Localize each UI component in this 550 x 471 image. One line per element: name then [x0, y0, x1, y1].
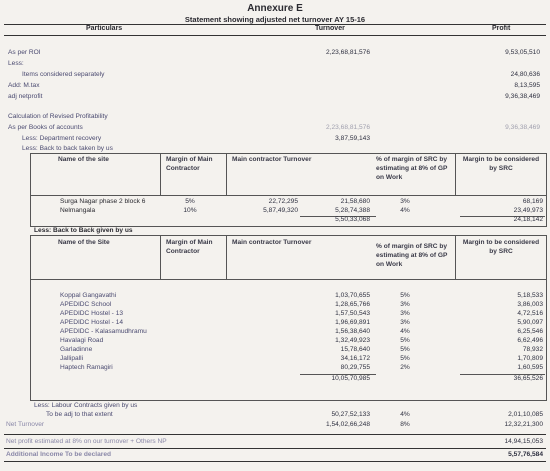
- table-row-site: Jallipalli: [60, 355, 84, 362]
- table-row-considered: 1,70,809: [517, 355, 543, 362]
- table-row-src: 5%: [400, 337, 410, 344]
- table-row-site: Haptech Ramagiri: [60, 364, 113, 371]
- table-row-considered: 5,90,097: [517, 319, 543, 326]
- table-row-amount: 21,58,680: [340, 198, 370, 205]
- table-row-src: 4%: [400, 207, 410, 214]
- table-row-site: Nelmangala: [60, 207, 96, 214]
- labour-src: 4%: [400, 411, 410, 418]
- table-row-site: Garladinne: [60, 346, 93, 353]
- header-bottom-rule: [4, 35, 546, 36]
- table-row-considered: 78,932: [522, 346, 543, 353]
- books-turnover: 2,23,68,81,576: [326, 124, 370, 131]
- row-profit: 9,36,38,469: [505, 93, 540, 100]
- table2-header-rule: [30, 279, 546, 280]
- table2-total-considered: 36,65,526: [513, 375, 543, 382]
- table-row-site: APEDIDC - Kalasamudhramu: [60, 328, 147, 335]
- net-src: 8%: [400, 421, 410, 428]
- table-row-amount: 34,16,172: [340, 355, 370, 362]
- table-row-site: Surga Nagar phase 2 block 6: [60, 198, 146, 205]
- books-label: As per Books of accounts: [8, 124, 83, 131]
- table-row-amount: 1,57,50,543: [335, 310, 370, 317]
- header-turnover: Turnover: [315, 25, 345, 32]
- row-label: As per ROI: [8, 49, 41, 56]
- table-row-src: 5%: [400, 355, 410, 362]
- summary-rule: [4, 461, 546, 462]
- table-row-site: APEDIDC Hostel - 13: [60, 310, 124, 317]
- table-row-considered: 6,62,496: [517, 337, 543, 344]
- table-row-amount: 1,96,69,891: [335, 319, 370, 326]
- row-label: adj netprofit: [8, 93, 43, 100]
- table2-divider: [160, 235, 161, 279]
- summary-rule: [4, 434, 546, 435]
- table-row-amount: 15,78,640: [340, 346, 370, 353]
- row-turnover: 2,23,68,81,576: [326, 49, 370, 56]
- table2-total-amount: 10,05,70,985: [331, 375, 370, 382]
- table-row-src: 5%: [400, 292, 410, 299]
- table2-col-site: Name of the Site: [58, 239, 110, 246]
- dept-label: Less: Department recovery: [22, 135, 102, 142]
- table1-divider: [226, 153, 227, 195]
- table-row-considered: 23,49,973: [513, 207, 543, 214]
- labour-sub: To be adj to that extent: [46, 411, 113, 418]
- additional-income-value: 5,57,76,584: [508, 451, 543, 458]
- table-row-considered: 6,25,546: [517, 328, 543, 335]
- table1-col-src: % of margin of SRC by estimating at 8% of GP on Work: [376, 156, 448, 181]
- table-row-margin: 5%: [185, 198, 195, 205]
- header-top-rule: [4, 24, 546, 25]
- table-row-margin: 10%: [183, 207, 197, 214]
- labour-label: Less: Labour Contracts given by us: [34, 402, 138, 409]
- table1-total-amount: 5,50,33,068: [335, 216, 370, 223]
- net-considered: 12,32,21,300: [504, 421, 543, 428]
- net-turnover-value: 1,54,02,66,248: [326, 421, 370, 428]
- table2-col-considered: Margin to be considered by SRC: [462, 239, 540, 255]
- table-row-amount: 5,28,74,388: [335, 207, 370, 214]
- table-row-turnover: 5,87,49,320: [263, 207, 298, 214]
- row-label: Add: M.tax: [8, 82, 40, 89]
- row-profit: 24,80,636: [510, 71, 540, 78]
- table1-col-considered: Margin to be considered by SRC: [462, 156, 540, 172]
- table1-col-margin: Margin of Main Contractor: [166, 156, 213, 172]
- table-row-src: 2%: [400, 364, 410, 371]
- table-row-amount: 1,03,70,655: [335, 292, 370, 299]
- dept-turnover: 3,87,59,143: [335, 135, 370, 142]
- row-label: Items considered separately: [22, 71, 105, 78]
- row-profit: 9,53,05,510: [505, 49, 540, 56]
- page-title: Annexure E: [247, 3, 303, 14]
- table2-divider: [226, 235, 227, 279]
- table-row-src: 3%: [400, 198, 410, 205]
- header-particulars: Particulars: [86, 25, 123, 32]
- table1-total-considered: 24,18,142: [513, 216, 543, 223]
- books-profit: 9,36,38,469: [505, 124, 540, 131]
- table2-col-margin: Margin of Main Contractor: [166, 239, 213, 255]
- page-subtitle: Statement showing adjusted net turnover AY 15-16: [184, 15, 366, 24]
- revised-heading: Calculation of Revised Profitability: [8, 113, 108, 120]
- table-row-amount: 80,29,755: [340, 364, 370, 371]
- table-row-src: 3%: [400, 301, 410, 308]
- table-row-considered: 68,169: [522, 198, 543, 205]
- table-row-amount: 1,56,38,640: [335, 328, 370, 335]
- header-profit: Profit: [492, 25, 511, 32]
- table-row-src: 5%: [400, 346, 410, 353]
- table-row-considered: 4,72,516: [517, 310, 543, 317]
- table-row-considered: 3,86,003: [517, 301, 543, 308]
- np-label: Net profit estimated at 8% on our turnover + Others NP: [6, 438, 167, 445]
- table-row-site: APEDIDC Hostel - 14: [60, 319, 124, 326]
- row-profit: 8,13,595: [514, 82, 540, 89]
- table-row-amount: 1,32,49,923: [335, 337, 370, 344]
- table1-divider: [160, 153, 161, 195]
- b2b-taken-label: Less: Back to back taken by us: [22, 145, 113, 152]
- given-label: Less: Back to Back given by us: [34, 227, 133, 234]
- table-row-considered: 1,60,595: [517, 364, 543, 371]
- table1-col-turnover: Main contractor Turnover: [232, 156, 312, 163]
- table-row-src: 3%: [400, 310, 410, 317]
- table1-header-rule: [30, 195, 546, 196]
- table-row-amount: 1,28,65,766: [335, 301, 370, 308]
- table-row-site: APEDIDC School: [60, 301, 112, 308]
- row-label: Less:: [8, 60, 24, 67]
- table-row-src: 3%: [400, 319, 410, 326]
- table-row-turnover: 22,72,295: [268, 198, 298, 205]
- table-row-site: Koppal Gangavathi: [60, 292, 117, 299]
- table-row-site: Havalagi Road: [60, 337, 104, 344]
- labour-considered: 2,01,10,085: [508, 411, 543, 418]
- np-value: 14,94,15,053: [504, 438, 543, 445]
- net-turnover-label: Net Turnover: [6, 421, 45, 428]
- table-row-considered: 5,18,533: [517, 292, 543, 299]
- table-row-src: 4%: [400, 328, 410, 335]
- table2-col-src: % of margin of SRC by estimating at 8% of GP on Work: [376, 243, 448, 268]
- summary-rule: [4, 448, 546, 449]
- table2-col-turnover: Main contractor Turnover: [232, 239, 312, 246]
- labour-turnover: 50,27,52,133: [331, 411, 370, 418]
- table1-col-site: Name of the site: [58, 156, 109, 163]
- additional-income-label: Additional Income To be declared: [6, 451, 112, 458]
